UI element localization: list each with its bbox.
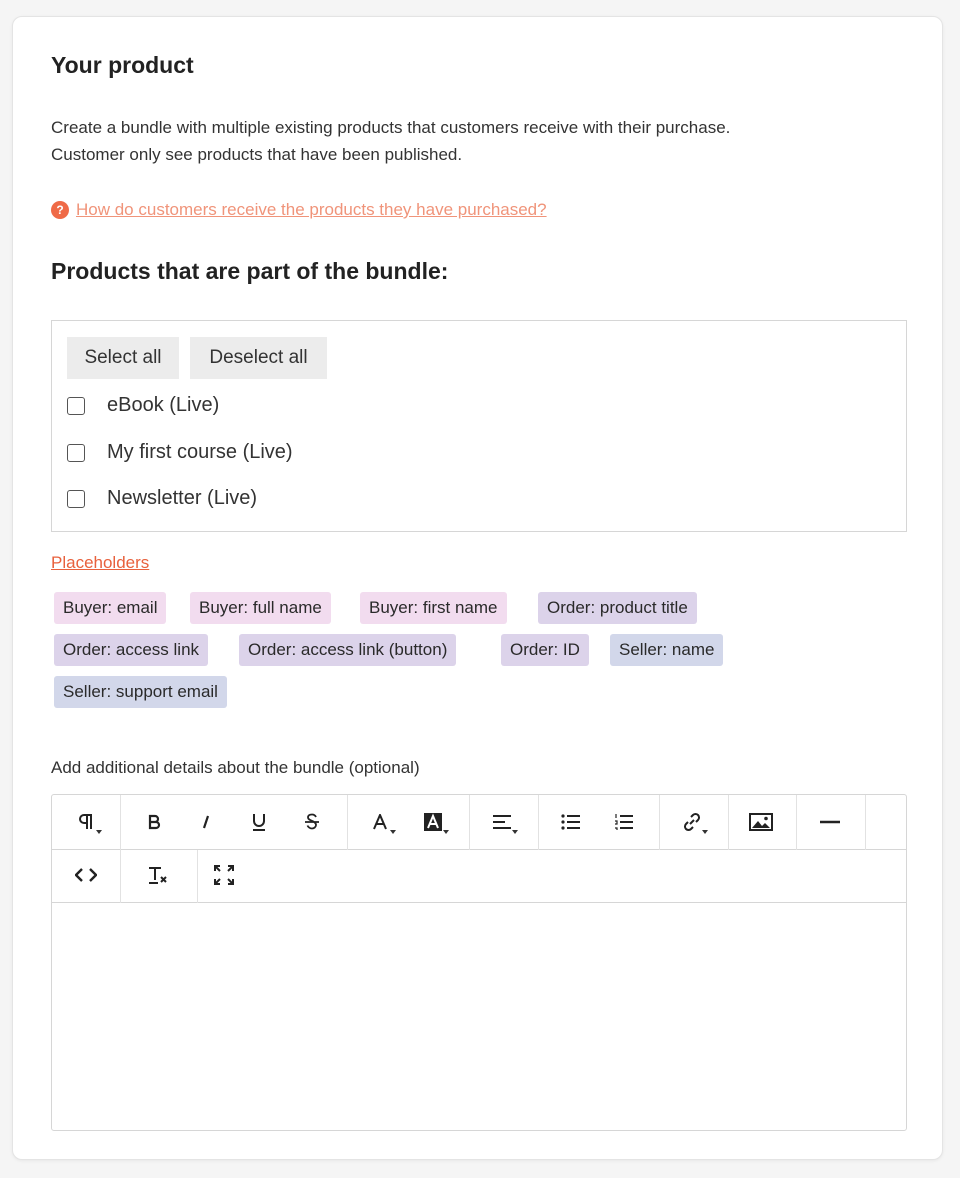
placeholder-tag[interactable]: Seller: name [610, 634, 723, 666]
placeholder-tag[interactable]: Order: product title [538, 592, 697, 624]
editor-toolbar [52, 795, 906, 850]
description-line-2: Customer only see products that have been published. [51, 145, 463, 164]
placeholder-tag[interactable]: Order: access link [54, 634, 208, 666]
strikethrough-icon[interactable] [295, 805, 329, 839]
placeholder-tag[interactable]: Seller: support email [54, 676, 227, 708]
fullscreen-icon[interactable] [207, 858, 241, 892]
placeholder-tag[interactable]: Buyer: full name [190, 592, 331, 624]
product-row[interactable] [67, 441, 293, 464]
bundle-heading: Products that are part of the bundle: [51, 258, 449, 284]
align-icon[interactable] [485, 805, 519, 839]
background-color-icon[interactable] [416, 805, 450, 839]
description-line-1: Create a bundle with multiple existing products that customers receive with their purchase. [51, 118, 731, 137]
product-checkbox[interactable] [67, 397, 85, 415]
product-selection-box [51, 320, 907, 532]
product-row[interactable] [67, 487, 257, 510]
editor-toolbar-row-2 [52, 850, 906, 903]
paragraph-icon[interactable] [69, 805, 103, 839]
product-card [12, 16, 943, 1160]
help-link[interactable]: How do customers receive the products they have purchased? [76, 200, 547, 219]
product-checkbox[interactable] [67, 444, 85, 462]
bold-icon[interactable] [137, 805, 171, 839]
rich-text-editor [51, 794, 907, 1131]
code-view-icon[interactable] [69, 858, 103, 892]
help-row [51, 200, 547, 220]
image-icon[interactable] [744, 805, 778, 839]
placeholder-tag[interactable]: Buyer: email [54, 592, 166, 624]
product-row[interactable] [67, 394, 219, 417]
placeholder-tag[interactable]: Order: ID [501, 634, 589, 666]
clear-format-icon[interactable] [141, 858, 175, 892]
font-color-icon[interactable] [363, 805, 397, 839]
bullet-list-icon[interactable] [554, 805, 588, 839]
placeholder-tag[interactable]: Buyer: first name [360, 592, 507, 624]
placeholder-tag[interactable]: Order: access link (button) [239, 634, 456, 666]
select-all-button[interactable]: Select all [67, 337, 179, 379]
italic-icon[interactable] [189, 805, 223, 839]
link-icon[interactable] [675, 805, 709, 839]
section-title: Your product [51, 52, 194, 78]
deselect-all-button[interactable]: Deselect all [190, 337, 327, 379]
product-label: My first course (Live) [107, 441, 293, 463]
horizontal-rule-icon[interactable] [813, 805, 847, 839]
product-label: eBook (Live) [107, 394, 220, 416]
product-checkbox[interactable] [67, 490, 85, 508]
section-description [51, 114, 730, 168]
editor-label: Add additional details about the bundle (optional) [51, 758, 420, 777]
help-icon: ? [51, 201, 69, 219]
underline-icon[interactable] [242, 805, 276, 839]
editor-content-area[interactable] [52, 903, 906, 1130]
placeholders-link[interactable]: Placeholders [51, 553, 150, 572]
numbered-list-icon[interactable] [607, 805, 641, 839]
product-label: Newsletter (Live) [107, 487, 258, 509]
